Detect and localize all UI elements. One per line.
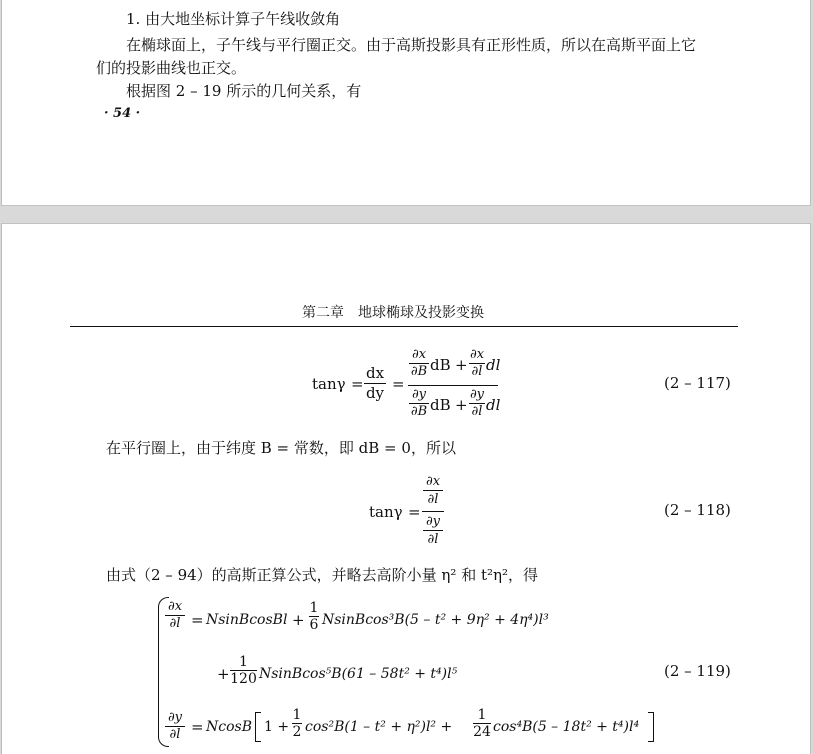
main-fraction-bar: [408, 385, 498, 386]
eq-sign: =: [351, 375, 364, 393]
header-rule: [70, 326, 738, 327]
eq-term: NsinBcos³B(5 – t² + 9η² + 4η⁴)l³: [322, 612, 549, 628]
partial-y-B: ∂y ∂B: [410, 387, 428, 419]
eq-lhs: tanγ: [312, 375, 346, 393]
partial-y-l: ∂y ∂l: [423, 514, 443, 547]
partial-x-l: ∂x ∂l: [423, 474, 443, 507]
left-bracket: [255, 712, 261, 742]
coef-1-120: 1 120: [230, 654, 257, 687]
paragraph-line: 根据图 2 – 19 所示的几何关系，有: [126, 82, 362, 100]
eq-sign: +: [455, 356, 468, 374]
eq-term: NcosB: [206, 719, 252, 735]
eq-term: dB: [430, 396, 451, 414]
partial-y-l: ∂y ∂l: [469, 387, 485, 419]
eq-sign: +: [217, 665, 230, 683]
paragraph-line: 在平行圈上，由于纬度 B = 常数，即 dB = 0，所以: [106, 439, 456, 457]
paragraph-line: 们的投影曲线也正交。: [96, 59, 247, 77]
eq-lhs: tanγ: [369, 503, 403, 521]
section-heading: 1. 由大地坐标计算子午线收敛角: [126, 10, 341, 28]
partial-y-l: ∂y ∂l: [165, 711, 185, 742]
equation-number: (2 – 117): [664, 374, 731, 392]
eq-sign: =: [392, 375, 405, 393]
equation-number: (2 – 119): [664, 662, 731, 680]
eq-sign: =: [191, 718, 204, 736]
document-page-top: [1, 0, 811, 206]
eq-term: dl: [486, 356, 501, 374]
eq-term: 1 +: [264, 719, 290, 735]
coef-1-24: 1 24: [473, 707, 491, 740]
partial-x-l: ∂x ∂l: [165, 600, 185, 631]
page-number: · 54 ·: [104, 106, 141, 121]
coef-1-2: 1 2: [292, 707, 302, 740]
eq-term: dB: [430, 356, 451, 374]
main-fraction-bar: [422, 511, 444, 512]
fraction-dx-dy: dx dy: [365, 364, 385, 402]
partial-x-l: ∂x ∂l: [469, 347, 485, 379]
eq-term: NsinBcosBl: [206, 612, 288, 628]
paragraph-line: 在椭球面上，子午线与平行圈正交。由于高斯投影具有正形性质，所以在高斯平面上它: [126, 36, 697, 54]
coef-1-6: 1 6: [309, 600, 319, 633]
paragraph-line: 由式（2 – 94）的高斯正算公式，并略去高阶小量 η² 和 t²η²，得: [106, 566, 539, 584]
partial-x-B: ∂x ∂B: [410, 347, 428, 379]
eq-term: cos²B(1 – t² + η²)l² +: [305, 719, 453, 735]
eq-sign: +: [292, 611, 305, 629]
eq-term: cos⁴B(5 – 18t² + t⁴)l⁴: [493, 719, 640, 735]
eq-term: dl: [486, 396, 501, 414]
eq-sign: +: [455, 396, 468, 414]
eq-term: NsinBcos⁵B(61 – 58t² + t⁴)l⁵: [259, 666, 458, 682]
eq-sign: =: [191, 611, 204, 629]
eq-sign: =: [408, 503, 421, 521]
right-bracket: [648, 712, 654, 742]
running-header: 第二章 地球椭球及投影变换: [302, 305, 484, 321]
equation-number: (2 – 118): [664, 501, 731, 519]
